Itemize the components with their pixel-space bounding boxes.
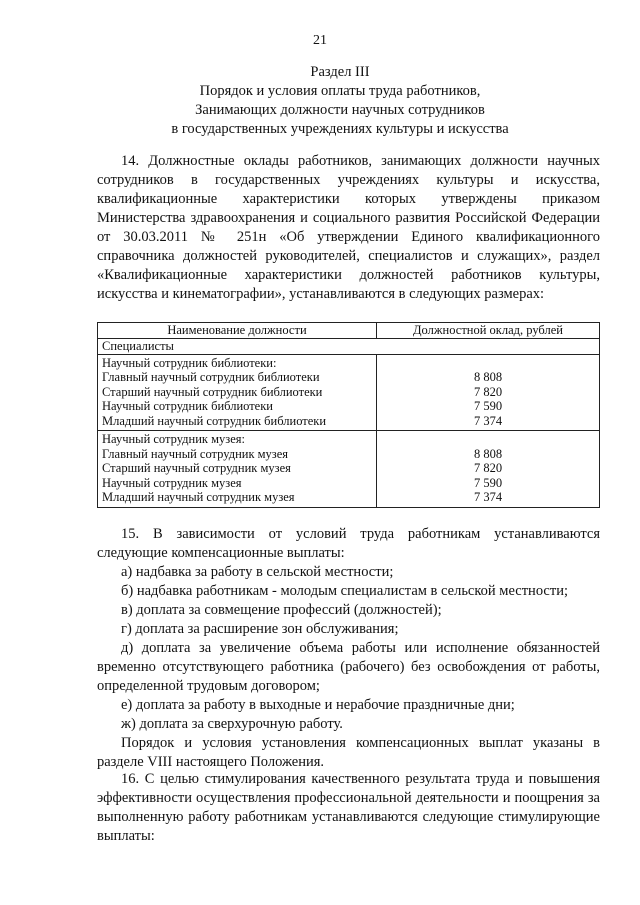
section-heading: [60, 63, 620, 139]
group-positions: [98, 431, 377, 508]
salary-table: [97, 322, 600, 508]
salary-value: 7 820: [473, 461, 503, 475]
salary-value: 7 374: [473, 490, 503, 504]
salary-value: 8 808: [473, 446, 503, 461]
list-item: ж) доплата за сверхурочную работу.: [121, 716, 343, 732]
position-name: Главный научный сотрудник музея: [102, 446, 289, 461]
page-number: 21: [313, 33, 327, 48]
salary-value: 7 820: [473, 384, 503, 399]
group-salaries: [377, 431, 600, 508]
group-title: Научный сотрудник музея:: [102, 432, 245, 446]
position-name: Младший научный сотрудник музея: [102, 490, 295, 504]
salary-value: 8 808: [473, 370, 503, 384]
list-item: е) доплата за работу в выходные и нерабочие праздничные дни;: [121, 697, 515, 713]
group-salaries: [377, 354, 600, 431]
section-subtitle-line: Порядок и условия оплаты труда работников,: [199, 83, 481, 99]
header-position: Наименование должности: [98, 323, 377, 339]
group-positions: [98, 354, 377, 431]
salary-value: 7 374: [473, 413, 503, 428]
position-name: Главный научный сотрудник библиотеки: [102, 370, 320, 384]
list-item: г) доплата за расширение зон обслуживания;: [121, 621, 399, 637]
compensation-list: [97, 563, 600, 772]
list-item: д) доплата за увеличение объема работы или исполнение обязанностей временно отсутствующего работника (рабочего) без освобождения от работы, определенной трудовым договором;: [97, 640, 600, 694]
header-salary: Должностной оклад, рублей: [377, 323, 600, 339]
table-category-row: [98, 339, 600, 355]
list-item: в) доплата за совмещение профессий (должностей);: [121, 602, 442, 618]
table-header-row: [98, 323, 600, 339]
list-item: а) надбавка за работу в сельской местности;: [121, 564, 394, 580]
position-name: Научный сотрудник музея: [102, 475, 242, 490]
table-group-row: [98, 354, 600, 431]
category-label: Специалисты: [98, 339, 600, 355]
group-title: Научный сотрудник библиотеки:: [102, 355, 277, 370]
table-group-row: [98, 431, 600, 508]
section-subtitle-line: Занимающих должности научных сотрудников: [195, 102, 485, 118]
salary-value: 7 590: [473, 475, 503, 490]
paragraph-16: 16. С целью стимулирования качественного результата труда и повышения эффективности осуществления профессиональной деятельности и поощрения за выполненную работу работникам устанавливаются следующие стимулирующие выплаты:: [97, 771, 600, 844]
paragraph-15-intro: 15. В зависимости от условий труда работникам устанавливаются следующие компенсационные выплаты:: [97, 526, 600, 561]
position-name: Старший научный сотрудник музея: [102, 461, 291, 475]
paragraph-14: 14. Должностные оклады работников, занимающих должности научных сотрудников в государственных учреждениях культуры и искусства, квалификационные характеристики которых утверждены приказом Министерства здравоохранения и социального развития Российской Федерации от 30.03.2011 № 251н «Об утверждении Единого квалификационного справочника должностей руководителей, специалистов и служащих», раздел «Квалификационные характеристики должностей работников культуры, искусства и кинематографии», устанавливаются в следующих размерах:: [97, 153, 600, 302]
paragraph-15-closing: Порядок и условия установления компенсационных выплат указаны в разделе VIII настоящего Положения.: [97, 735, 600, 770]
position-name: Младший научный сотрудник библиотеки: [102, 413, 327, 428]
salary-value: 7 590: [473, 399, 503, 413]
position-name: Старший научный сотрудник библиотеки: [102, 384, 323, 399]
section-title: Раздел III: [310, 64, 370, 80]
list-item: б) надбавка работникам - молодым специалистам в сельской местности;: [121, 583, 568, 599]
section-subtitle-line: в государственных учреждениях культуры и искусства: [171, 121, 509, 137]
position-name: Научный сотрудник библиотеки: [102, 399, 273, 413]
